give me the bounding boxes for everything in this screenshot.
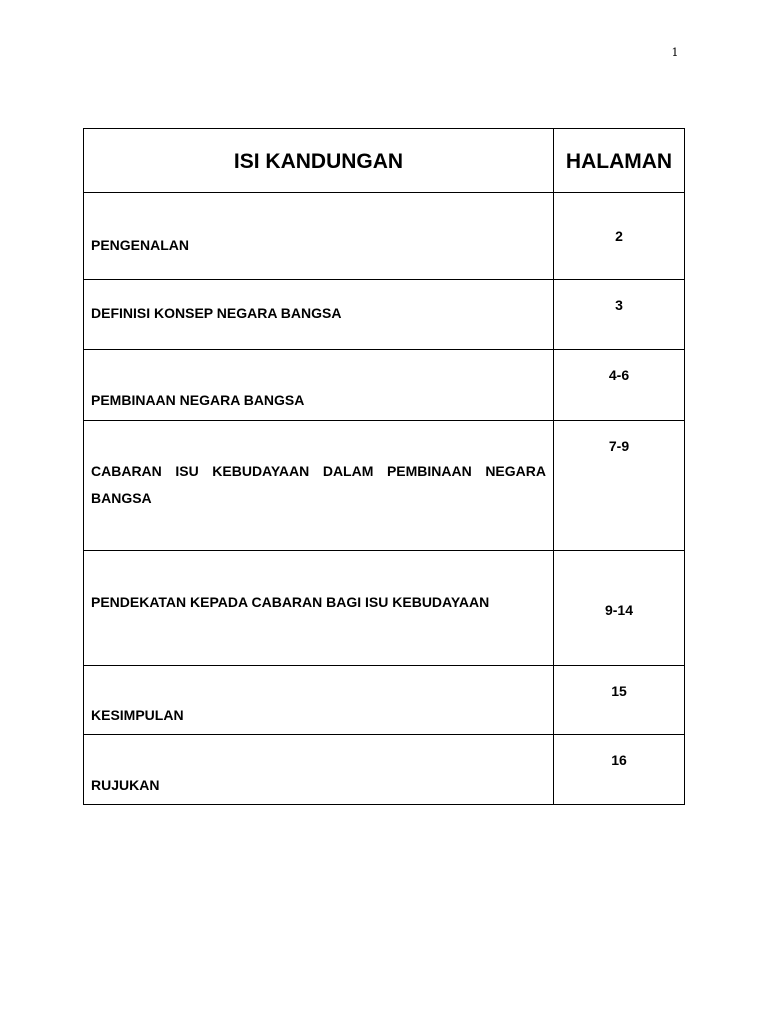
- entry-title: PENGENALAN: [91, 237, 190, 253]
- table-row: [84, 350, 685, 421]
- entry-title: PEMBINAAN NEGARA BANGSA: [91, 392, 305, 408]
- entry-title: CABARAN ISU KEBUDAYAAN DALAM PEMBINAAN NEGARA BANGSA: [91, 463, 546, 506]
- entry-page: 7-9: [608, 438, 630, 454]
- table-row: [84, 193, 685, 280]
- entry-title-cell: [84, 421, 554, 551]
- entry-title-cell: [84, 280, 554, 350]
- entry-page: 15: [611, 683, 627, 699]
- table-row: [84, 421, 685, 551]
- table-row: [84, 666, 685, 735]
- entry-page-cell: [554, 735, 685, 805]
- entry-page: 4-6: [608, 367, 630, 383]
- entry-page-cell: [554, 666, 685, 735]
- entry-title-cell: [84, 551, 554, 666]
- entry-title: DEFINISI KONSEP NEGARA BANGSA: [91, 305, 342, 321]
- table-row: [84, 735, 685, 805]
- header-page-cell: [554, 129, 685, 193]
- entry-title-cell: [84, 735, 554, 805]
- entry-page: 2: [615, 228, 623, 244]
- table-row: [84, 280, 685, 350]
- entry-title: PENDEKATAN KEPADA CABARAN BAGI ISU KEBUDAYAAN: [91, 594, 490, 610]
- entry-title-cell: [84, 666, 554, 735]
- table-row: [84, 551, 685, 666]
- entry-title-cell: [84, 193, 554, 280]
- entry-title-cell: [84, 350, 554, 421]
- header-page: HALAMAN: [565, 150, 673, 173]
- entry-page: 3: [615, 297, 623, 313]
- header-title: ISI KANDUNGAN: [233, 150, 404, 173]
- entry-page-cell: [554, 551, 685, 666]
- entry-page: 16: [611, 752, 627, 768]
- entry-title: RUJUKAN: [91, 777, 160, 793]
- entry-page-cell: [554, 350, 685, 421]
- entry-page-cell: [554, 280, 685, 350]
- table-of-contents: [83, 128, 685, 805]
- page-number: 1: [671, 46, 679, 59]
- header-title-cell: [84, 129, 554, 193]
- entry-page-cell: [554, 421, 685, 551]
- entry-page-cell: [554, 193, 685, 280]
- table-header-row: [84, 129, 685, 193]
- entry-page: 9-14: [604, 602, 634, 618]
- entry-title: KESIMPULAN: [91, 707, 184, 723]
